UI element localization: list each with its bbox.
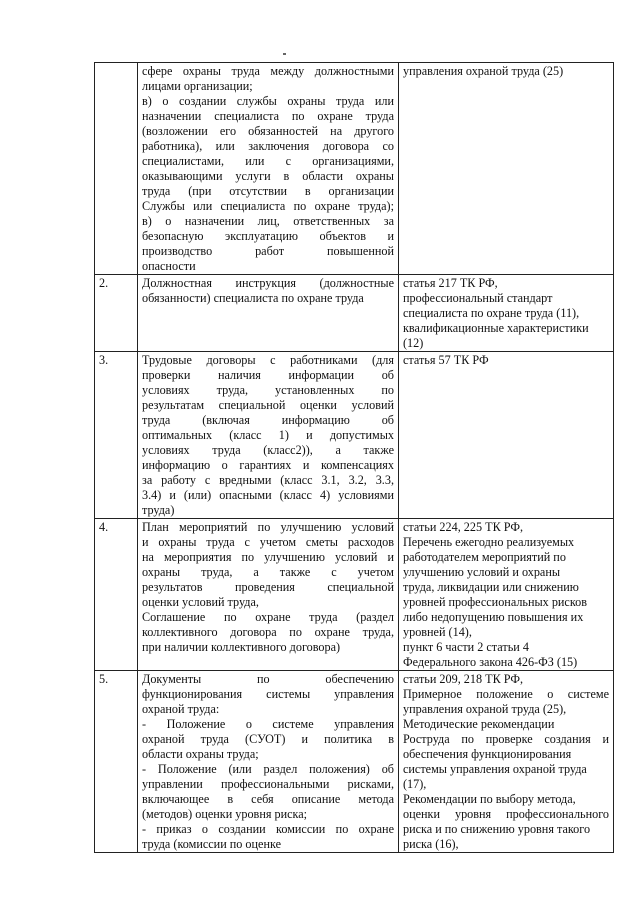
description-line: охраной труда (СУОТ) и политика в bbox=[142, 732, 394, 746]
reference-line: статьи 224, 225 ТК РФ, bbox=[403, 520, 524, 534]
description-line: при наличии коллективного договора) bbox=[142, 640, 341, 654]
row-number: 3. bbox=[95, 352, 138, 519]
description-line: оказывающими услуги в области охраны bbox=[142, 169, 394, 183]
reference-line: либо недопущению повышения их bbox=[403, 610, 584, 624]
document-description bbox=[138, 275, 399, 352]
description-line: лицами организации; bbox=[142, 79, 253, 93]
reference-line: квалификационные характеристики bbox=[403, 321, 589, 335]
description-line: 3.4) и (или) опасными (класс 4) условиями bbox=[142, 488, 394, 502]
legal-reference bbox=[399, 352, 614, 519]
requirements-table-body bbox=[95, 63, 614, 853]
reference-line: уровней профессиональных рисков bbox=[403, 595, 587, 609]
table-row bbox=[95, 671, 614, 853]
table-row bbox=[95, 63, 614, 275]
table-row bbox=[95, 352, 614, 519]
description-line: в) о назначении лиц, ответственных за bbox=[142, 214, 394, 228]
scan-speck bbox=[283, 53, 286, 55]
description-line: (возложении его обязанностей на другого bbox=[142, 124, 394, 138]
legal-reference bbox=[399, 63, 614, 275]
requirements-table bbox=[94, 62, 614, 853]
description-line: производство работ повышенной bbox=[142, 244, 394, 258]
document-description bbox=[138, 519, 399, 671]
description-line: обязанности) специалиста по охране труда bbox=[142, 291, 364, 305]
reference-line: улучшению условий и охраны bbox=[403, 565, 561, 579]
reference-line: системы управления охраной труда bbox=[403, 762, 587, 776]
description-line: и охраны труда с учетом сметы расходов bbox=[142, 535, 394, 549]
description-line: оптимальных (класс 1) и допустимых bbox=[142, 428, 394, 442]
reference-line: обеспечения функционирования bbox=[403, 747, 572, 761]
description-line: назначении специалиста по охране труда bbox=[142, 109, 394, 123]
description-line: труда (включая информацию об bbox=[142, 413, 394, 427]
description-line: коллективного договора по охране труда, bbox=[142, 625, 394, 639]
reference-line: Роструда по проверке создания и bbox=[403, 732, 609, 746]
description-line: условиях труда, установленных по bbox=[142, 383, 394, 397]
description-line: - Положение (или раздел положения) об bbox=[142, 762, 394, 776]
description-line: Документы по обеспечению bbox=[142, 672, 394, 686]
row-number: 5. bbox=[95, 671, 138, 853]
description-line: специалистами, или с организациями, bbox=[142, 154, 394, 168]
reference-line: статья 57 ТК РФ bbox=[403, 353, 489, 367]
legal-reference bbox=[399, 519, 614, 671]
legal-reference bbox=[399, 671, 614, 853]
description-line: безопасную эксплуатацию объектов и bbox=[142, 229, 394, 243]
description-line: План мероприятий по улучшению условий bbox=[142, 520, 394, 534]
description-line: труда (при отсутствии в организации bbox=[142, 184, 394, 198]
reference-line: профессиональный стандарт bbox=[403, 291, 553, 305]
description-line: функционирования системы управления bbox=[142, 687, 394, 701]
row-number: 2. bbox=[95, 275, 138, 352]
description-line: труда (комиссии по оценке bbox=[142, 837, 281, 851]
description-line: труда) bbox=[142, 503, 175, 517]
description-line: в) о создании службы охраны труда или bbox=[142, 94, 394, 108]
document-description bbox=[138, 671, 399, 853]
description-line: охраной труда: bbox=[142, 702, 220, 716]
description-line: работника), или заключения договора со bbox=[142, 139, 394, 153]
description-line: Трудовые договоры с работниками (для bbox=[142, 353, 394, 367]
description-line: - приказ о создании комиссии по охране bbox=[142, 822, 394, 836]
reference-line: труда, ликвидации или снижению bbox=[403, 580, 579, 594]
description-line: Соглашение по охране труда (раздел bbox=[142, 610, 394, 624]
description-line: включающее в себя описание метода bbox=[142, 792, 394, 806]
description-line: результатов проведения специальной bbox=[142, 580, 394, 594]
description-line: на мероприятия по улучшению условий и bbox=[142, 550, 394, 564]
reference-line: статьи 209, 218 ТК РФ, bbox=[403, 672, 524, 686]
row-number: 4. bbox=[95, 519, 138, 671]
reference-line: Методические рекомендации bbox=[403, 717, 555, 731]
description-line: опасности bbox=[142, 259, 196, 273]
reference-line: специалиста по охране труда (11), bbox=[403, 306, 580, 320]
document-description bbox=[138, 63, 399, 275]
reference-line: управления охраной труда (25), bbox=[403, 702, 567, 716]
description-line: управлении профессиональными рисками, bbox=[142, 777, 394, 791]
description-line: области охраны труда; bbox=[142, 747, 259, 761]
table-row bbox=[95, 275, 614, 352]
description-line: Службы или специалиста по охране труда); bbox=[142, 199, 394, 213]
reference-line: (17), bbox=[403, 777, 427, 791]
reference-line: Рекомендации по выбору метода, bbox=[403, 792, 576, 806]
description-line: за работу с вредными (класс 3.1, 3.2, 3.3, bbox=[142, 473, 394, 487]
reference-line: Перечень ежегодно реализуемых bbox=[403, 535, 575, 549]
document-description bbox=[138, 352, 399, 519]
description-line: сфере охраны труда между должностными bbox=[142, 64, 394, 78]
description-line: (методов) оценки уровня риска; bbox=[142, 807, 308, 821]
reference-line: уровней (14), bbox=[403, 625, 472, 639]
reference-line: работодателем мероприятий по bbox=[403, 550, 566, 564]
reference-line: статья 217 ТК РФ, bbox=[403, 276, 498, 290]
legal-reference bbox=[399, 275, 614, 352]
description-line: условиях труда (класс2)), а также bbox=[142, 443, 394, 457]
reference-line: Примерное положение о системе bbox=[403, 687, 609, 701]
description-line: информацию о гарантиях и компенсациях bbox=[142, 458, 394, 472]
description-line: - Положение о системе управления bbox=[142, 717, 394, 731]
row-number bbox=[95, 63, 138, 275]
reference-line: оценки уровня профессионального bbox=[403, 807, 609, 821]
reference-line: риска и по снижению уровня такого bbox=[403, 822, 591, 836]
reference-line: (12) bbox=[403, 336, 424, 350]
reference-line: риска (16), bbox=[403, 837, 459, 851]
description-line: Должностная инструкция (должностные bbox=[142, 276, 394, 290]
reference-line: Федерального закона 426-ФЗ (15) bbox=[403, 655, 578, 669]
reference-line: управления охраной труда (25) bbox=[403, 64, 564, 78]
reference-line: пункт 6 части 2 статьи 4 bbox=[403, 640, 529, 654]
description-line: результатам специальной оценки условий bbox=[142, 398, 394, 412]
description-line: охраны труда, а также с учетом bbox=[142, 565, 394, 579]
description-line: проверки наличия информации об bbox=[142, 368, 394, 382]
description-line: оценки условий труда, bbox=[142, 595, 259, 609]
table-row bbox=[95, 519, 614, 671]
